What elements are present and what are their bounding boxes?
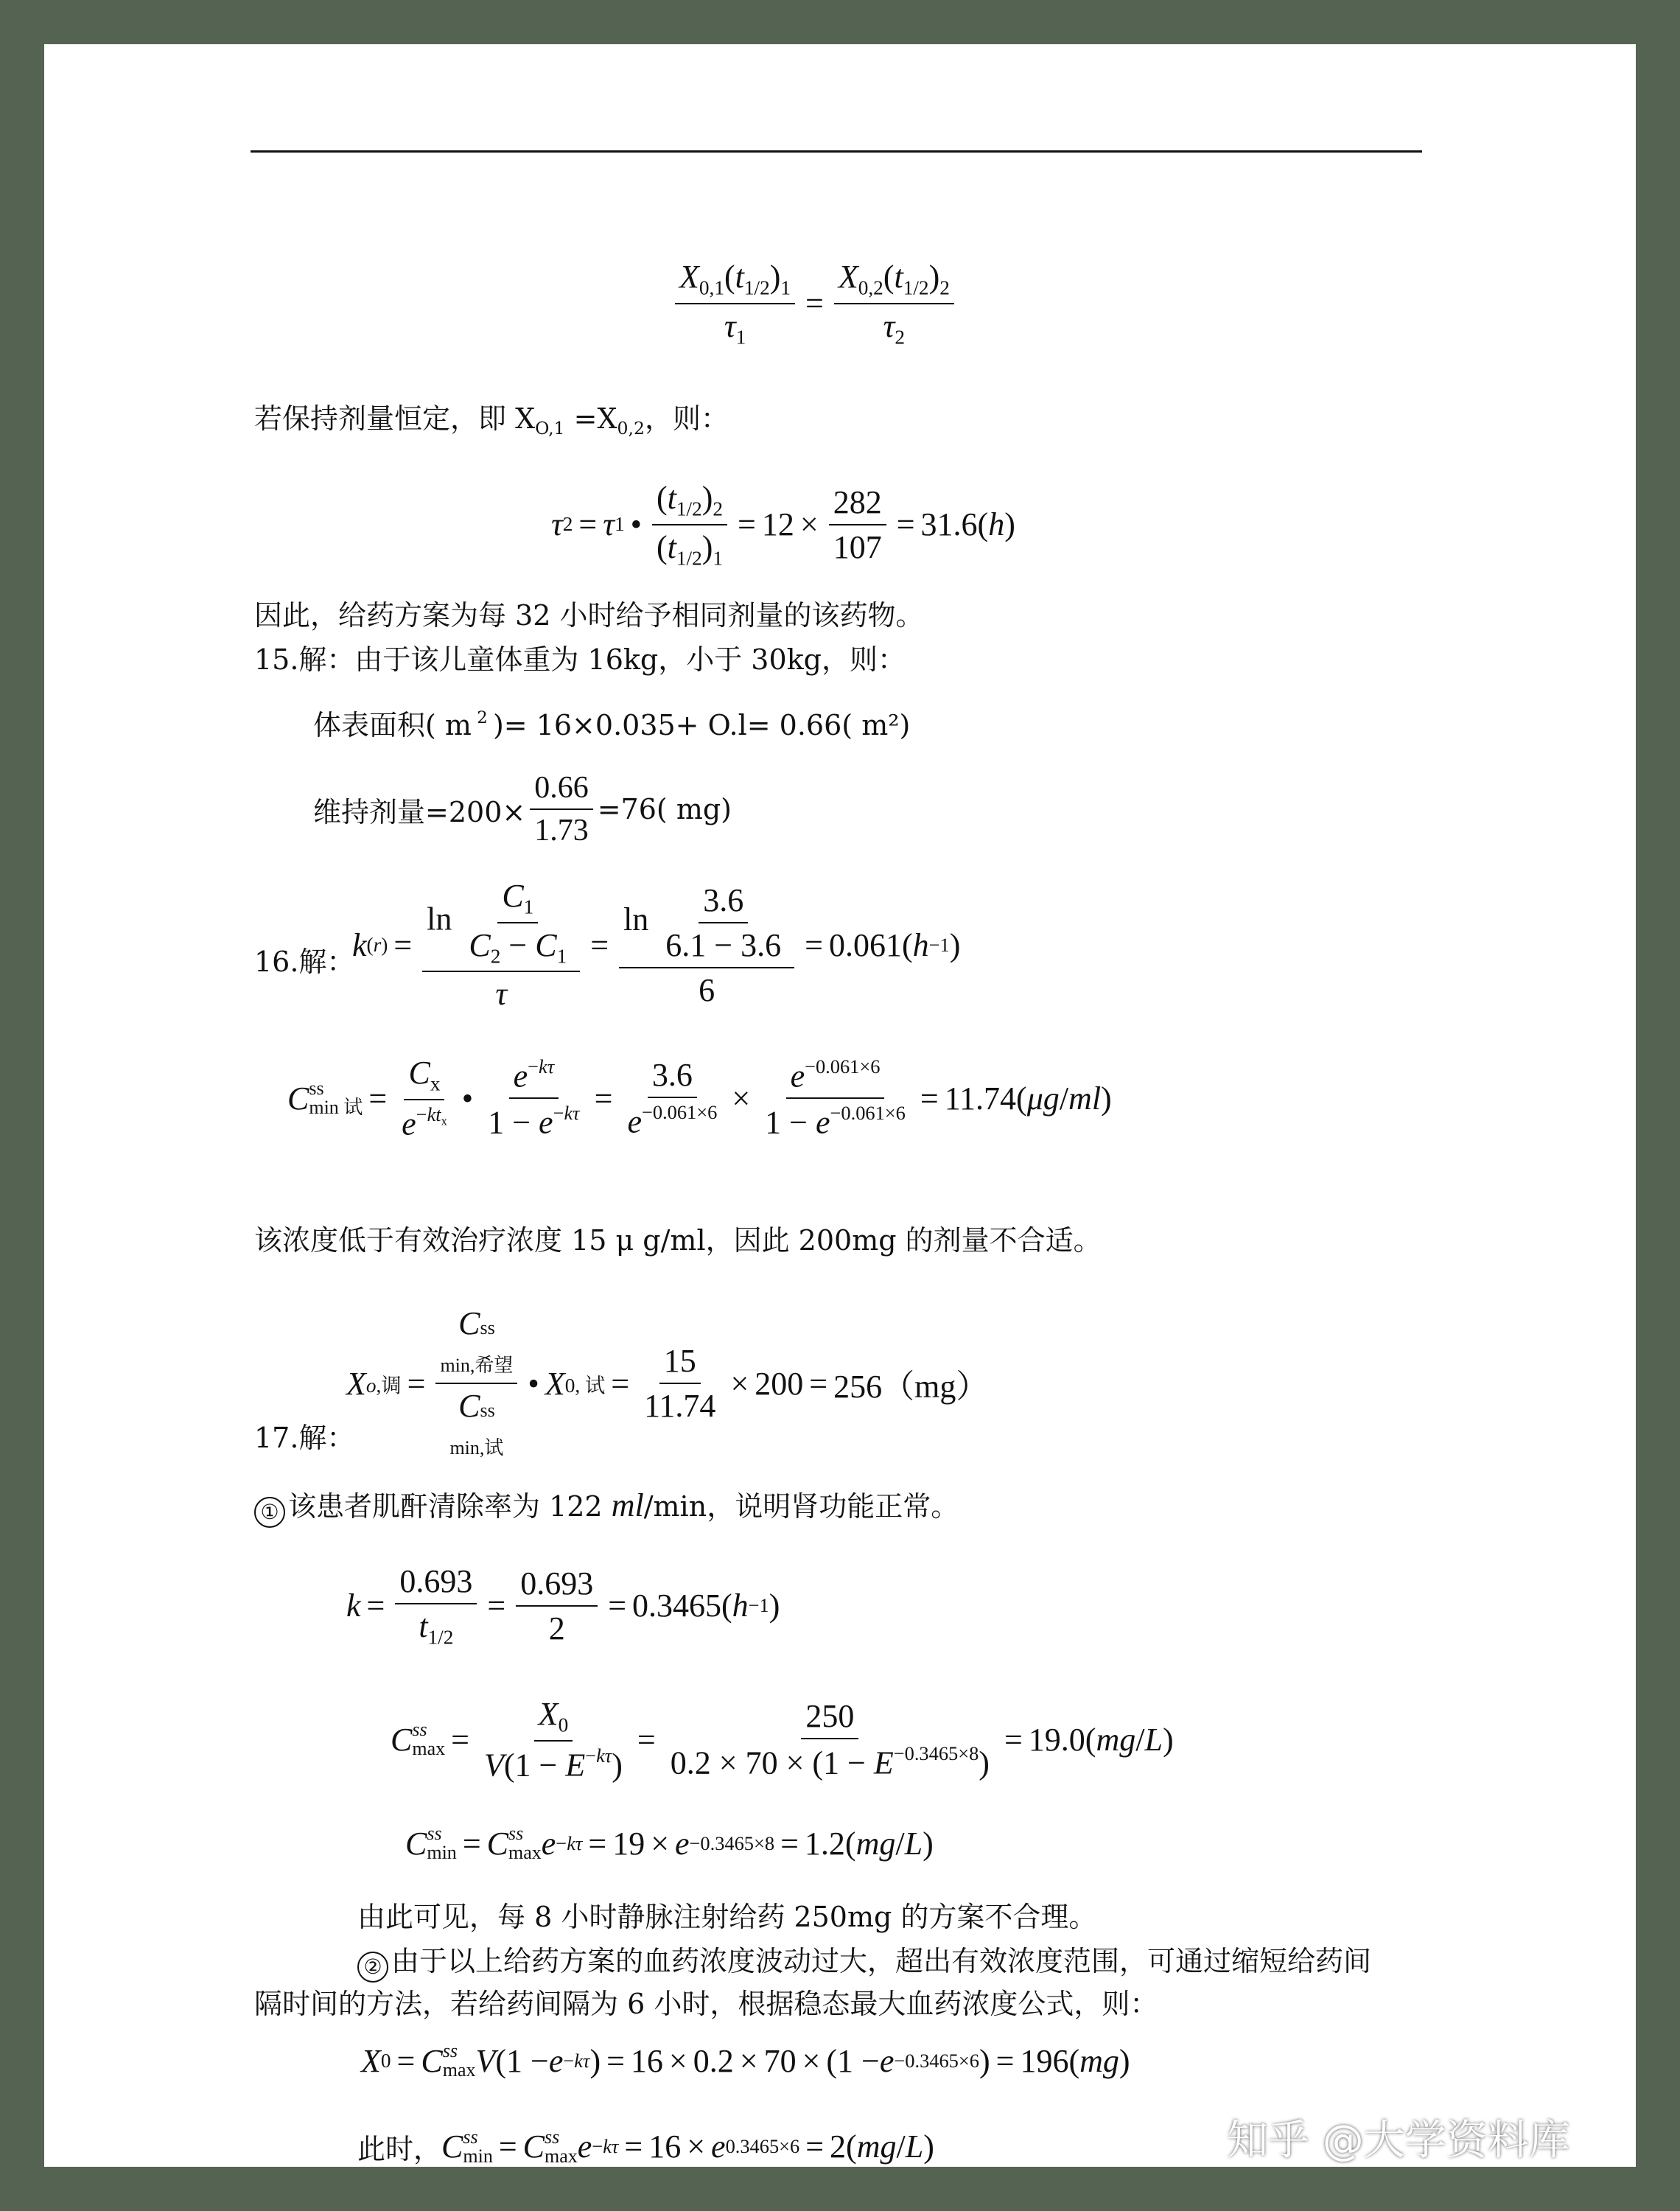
equation-maintenance-dose: 维持剂量=200× $\frac{0.66}{1.73}$ =76( mg)	[313, 771, 732, 848]
equation-tau2: τ 2 = τ 1 • $\frac{(t_{1/2})_2}{(t_{1/2})_1}$ = 12 × $\frac{282}{107}$ = 31.6( h )	[551, 480, 1015, 570]
equation-half-life-ratio: $\frac{X_{0,1}(t_{1/2})_1}{\tau_1}$ = $\frac{X_{0,2}(t_{1/2})_2}{\tau_2}$	[671, 258, 959, 349]
text-concentration-low: 该浓度低于有效治疗浓度 15 μ g/ml，因此 200mg 的剂量不合适。	[254, 1224, 1102, 1257]
header-rule	[251, 150, 1422, 153]
text-body-surface-area: 体表面积( m $^2$ )= 16×0.035+ O.l= 0.66( m²)	[313, 708, 911, 741]
watermark: 知乎 @大学资料库	[1227, 2117, 1570, 2165]
equation-k-r: k (r) = ln $\frac{C_1}{C_2 - C_1}$ τ = ln $\frac{3.6}{6.1 - 3.6}$ 6 = 0.061( h −1 )	[352, 878, 961, 1013]
equation-k-elimination: k = $\frac{0.693}{t_{1/2}}$ = $\frac{0.693}{2}$ = 0.3465( h −1 )	[346, 1563, 780, 1649]
equation-cmin-test: C ss min 试 = $\frac{C_x}{e^{-kt_x}}$ • $\frac{e^{-k\tau}}{1 - e^{-k\tau}}$ = $\frac{3.6}{e^{-0.061\times 6}}$ × $\frac{e^{-0.061\times 6}}{1 - e^{-0.061\times 6}}$ = 11.74( μg / ml )	[287, 1055, 1112, 1142]
text-q17-part1: ① 该患者肌酐清除率为 122 ml/min，说明肾功能正常。	[254, 1485, 959, 1528]
text-question-17: 17.解：	[254, 1422, 355, 1454]
equation-cmax: C ss max = $\frac{X_0}{V(1 - E^{-k\tau})}$ = $\frac{250}{0.2 \times 70 \times (1 - E^{-0.3465\times 8})}$ = 19.0( mg / L )	[391, 1696, 1174, 1784]
equation-cmin-17: C ss min = C ss max e −kτ = 19 × e −0.3465×8 = 1.2( mg / L )	[405, 1823, 934, 1863]
text-q17-part2b: 隔时间的方法，若给药间隔为 6 小时，根据稳态最大血药浓度公式，则：	[254, 1988, 1158, 2020]
document-page	[44, 44, 1636, 2167]
text-q17-part2a: ② 由于以上给药方案的血药浓度波动过大，超出有效浓度范围，可通过缩短给药间	[357, 1944, 1371, 1983]
equation-x0-dose: X 0 = C ss max V (1 − e −kτ ) = 16 × 0.2 × 70 × (1 − e −0.3465×6 ) = 196( mg )	[361, 2040, 1130, 2081]
text-question-15: 15.解：由于该儿童体重为 16kg，小于 30kg，则：	[254, 643, 906, 676]
text-conclusion-14: 因此，给药方案为每 32 小时给予相同剂量的该药物。	[254, 599, 924, 632]
text-question-16: 16.解：	[254, 946, 355, 978]
text-unreasonable: 由此可见，每 8 小时静脉注射给药 250mg 的方案不合理。	[357, 1901, 1097, 1933]
text-keep-dose: 若保持剂量恒定，即 $X_{O,1} =X_{0,2}$，则：	[254, 402, 729, 439]
equation-adjusted-dose: X o,调 = Css min,希望 Css min,试 • X 0, 试 = $\frac{15}{11.74}$ × 200 = 256（mg）	[346, 1305, 989, 1459]
equation-final-cmin: 此时， C ss min = C ss max e −kτ = 16 × e 0.3465×6 = 2( mg / L )	[357, 2126, 934, 2167]
